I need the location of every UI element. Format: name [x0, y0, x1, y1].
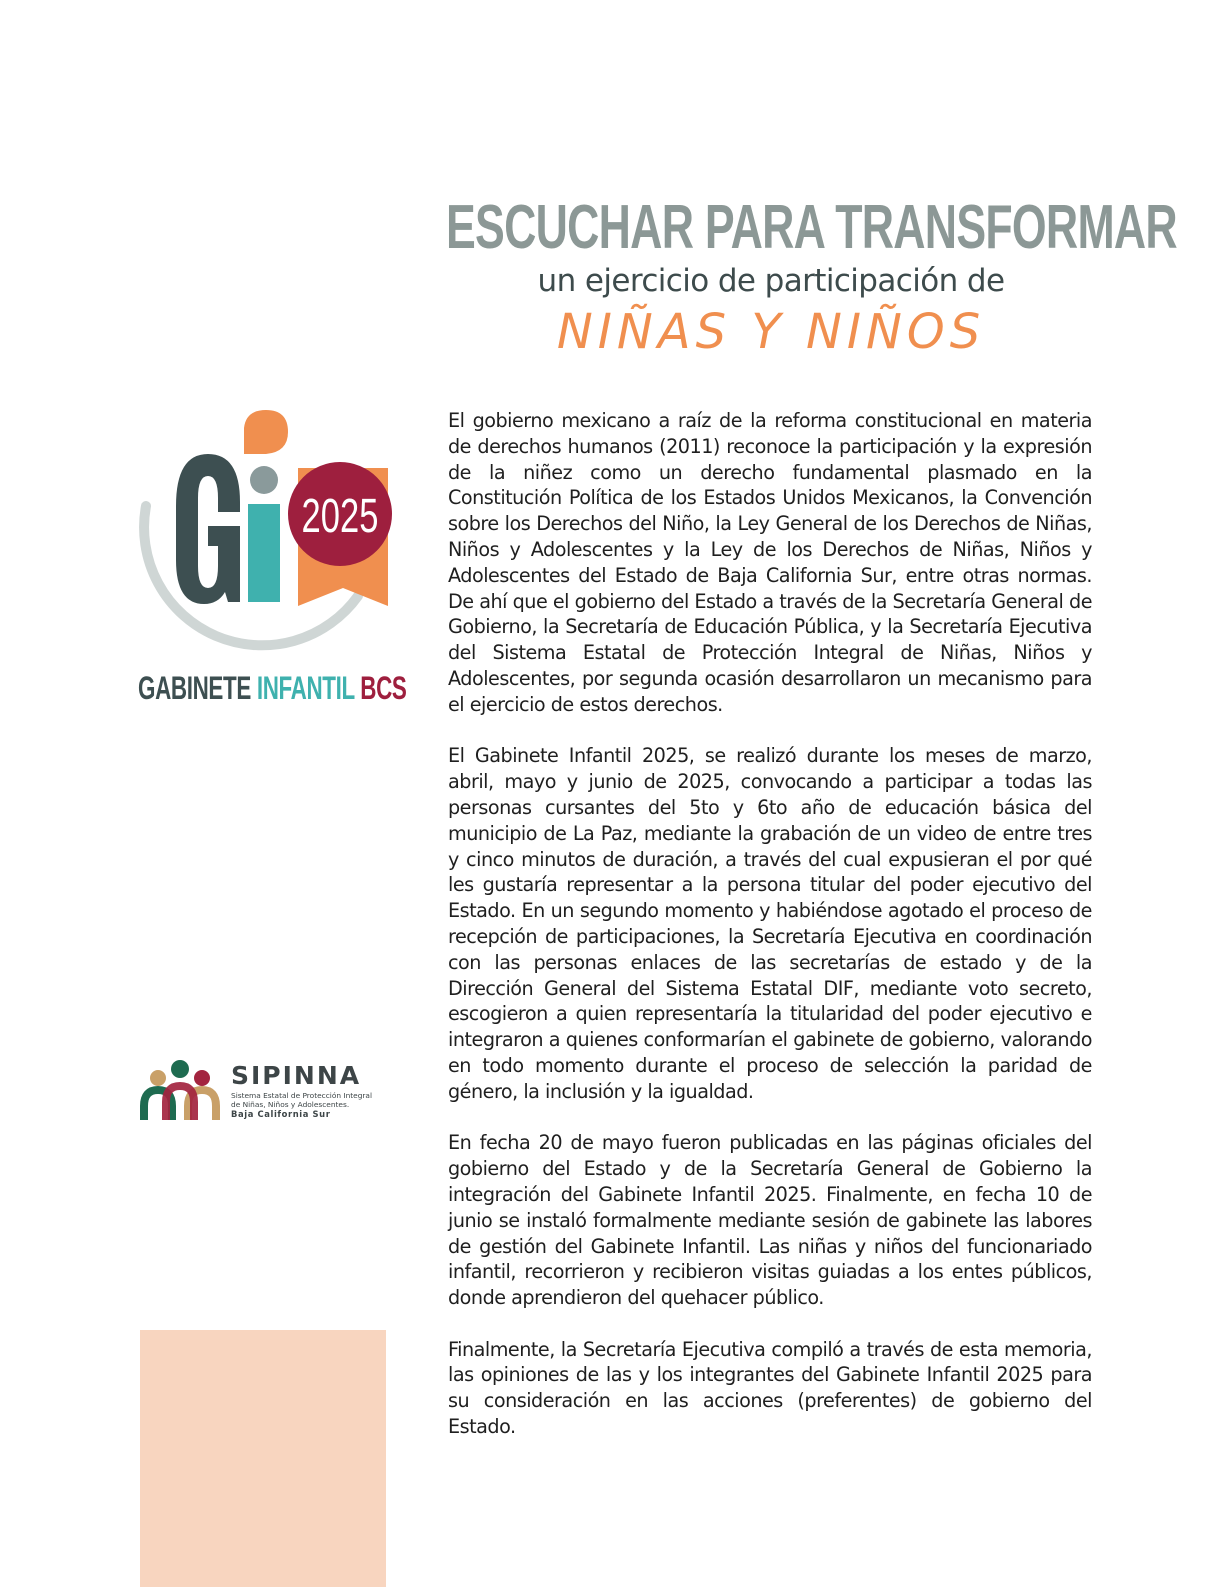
gabinete-infantil-label: [138, 670, 407, 706]
gi-2025-logo-icon: [136, 406, 398, 706]
gi-label-word-3: BCS: [360, 670, 407, 706]
page-highlight: NIÑAS Y NIÑOS: [556, 304, 986, 360]
gi-label-word-2: INFANTIL: [256, 670, 355, 706]
sipinna-subtitle: [231, 1092, 401, 1119]
sipinna-line-1: Sistema Estatal de Protección Integral: [231, 1091, 373, 1100]
three-people-arches-icon: [136, 1058, 224, 1124]
page-title: ESCUCHAR PARA TRANSFORMAR: [446, 193, 1177, 262]
body-text: [448, 408, 1092, 1466]
paragraph-2: El Gabinete Infantil 2025, se realizó durante los meses de marzo, abril, mayo y junio de 2025, convocando a participar a todas las personas cursantes del 5to y 6to año de educación básica del municipio de La Paz, mediante la grabación de un video de entre tres y cinco minutos de duración, a través del cual expusieran el por qué les gustaría representar a la persona titular del poder ejecutivo del Estado. En un segundo momento y habiéndose agotado el proceso de recepción de participaciones, la Secretaría Ejecutiva en coordinación con las personas enlaces de las secretarías de estado y de la Dirección General del Sistema Estatal DIF, mediante voto secreto, escogieron a quien representaría la titularidad del poder ejecutivo e integraron a quienes conformarían el gabinete de gobierno, valorando en todo momento durante el proceso de selección la paridad de género, la inclusión y la igualdad.: [448, 744, 1092, 1103]
sipinna-name: SIPINNA: [231, 1061, 362, 1090]
paragraph-4: Finalmente, la Secretaría Ejecutiva compiló a través de esta memoria, las opiniones de las y los integrantes del Gabinete Infantil 2025 para su consideración en las acciones (preferentes) de gobierno del Estado.: [448, 1337, 1092, 1439]
decorative-peach-block: [140, 1330, 386, 1587]
sipinna-line-2: de Niñas, Niños y Adolescentes.: [231, 1099, 350, 1109]
paragraph-1: El gobierno mexicano a raíz de la reforma constitucional en materia de derechos humanos (2011) reconoce la participación y la expresión de la niñez como un derecho fundamental plasmado en la Constitución Política de los Estados Unidos Mexicanos, la Convención sobre los Derechos del Niño, la Ley General de los Derechos de Niñas, Niños y Adolescentes y la Ley de los Derechos de Niñas, Niños y Adolescentes del Estado de Baja California Sur, entre otras normas. De ahí que el gobierno del Estado a través de la Secretaría General de Gobierno, la Secretaría de Educación Pública, y la Secretaría Ejecutiva del Sistema Estatal de Protección Integral de Niñas, Niños y Adolescentes, por segunda ocasión desarrollaron un mecanismo para el ejercicio de estos derechos.: [448, 409, 1092, 716]
sipinna-line-3: Baja California Sur: [231, 1109, 331, 1120]
gi-year: 2025: [301, 488, 379, 543]
page-subtitle: un ejercicio de participación de: [537, 263, 1005, 299]
gi-label-word-1: GABINETE: [138, 670, 251, 706]
paragraph-3: En fecha 20 de mayo fueron publicadas en las páginas oficiales del gobierno del Estado y de la Secretaría General de Gobierno la integración del Gabinete Infantil 2025. Finalmente, en fecha 10 de junio se instaló formalmente mediante sesión de gabinete las labores de gestión del Gabinete Infantil. Las niñas y niños del funcionariado infantil, recorrieron y recibieron visitas guiadas a los entes públicos, donde aprendieron del quehacer público.: [448, 1131, 1092, 1310]
